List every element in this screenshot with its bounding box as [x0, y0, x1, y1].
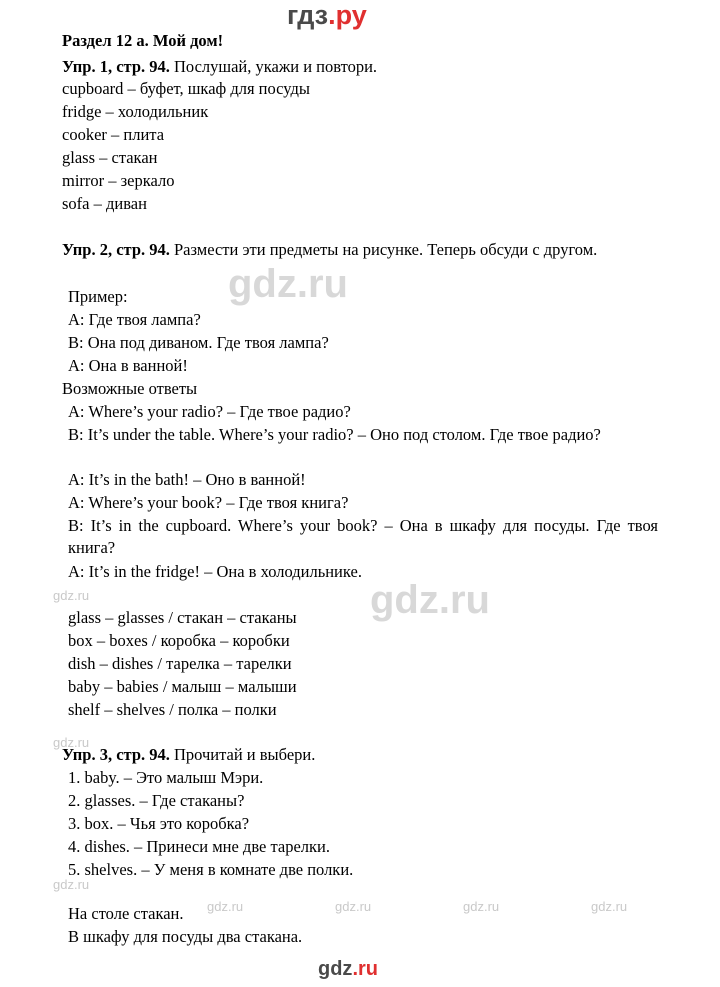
plural-item: baby – babies / малыш – малыши [68, 677, 297, 696]
tail-line: В шкафу для посуды два стакана. [68, 927, 303, 946]
exercise-1-header [62, 56, 652, 78]
exercise-3-label: Упр. 3, стр. 94. [62, 745, 170, 764]
exercise-3-item: 4. dishes. – Принеси мне две тарелки. [68, 837, 330, 856]
exercise-3-item: 5. shelves. – У меня в комнате две полки. [68, 860, 354, 879]
answer-text: B: It’s in the cupboard. Where’s your book? – Она в шкафу для посуды. Где твоя книга? [68, 516, 658, 557]
example-line: B: Она под диваном. Где твоя лампа? [68, 333, 329, 352]
heading-text: Раздел 12 a. Мой дом! [62, 31, 224, 50]
exercise-1-task: Послушай, укажи и повтори. [174, 57, 378, 76]
site-logo-bottom[interactable] [318, 958, 378, 981]
watermark: gdz.ru [370, 578, 490, 622]
logo-text: гдз [287, 0, 329, 30]
vocab-item: fridge – холодильник [62, 102, 209, 121]
watermark: gdz.ru [53, 588, 90, 603]
exercise-2-label: Упр. 2, стр. 94. [62, 240, 170, 259]
plural-item: box – boxes / коробка – коробки [68, 631, 290, 650]
watermark: gdz.ru [463, 899, 500, 914]
plural-item: shelf – shelves / полка – полки [68, 700, 277, 719]
exercise-1-label: Упр. 1, стр. 94. [62, 57, 170, 76]
vocab-item: cupboard – буфет, шкаф для посуды [62, 79, 310, 98]
exercise-3-header [62, 744, 652, 766]
watermark: gdz.ru [335, 899, 372, 914]
example-line: A: Где твоя лампа? [68, 310, 201, 329]
answer-line [62, 515, 658, 558]
plural-item: glass – glasses / стакан – стаканы [68, 608, 297, 627]
exercise-2-header [62, 239, 652, 261]
vocab-item: cooker – плита [62, 125, 165, 144]
answer-line: A: Where’s your book? – Где твоя книга? [68, 493, 349, 512]
watermark: gdz.ru [591, 899, 628, 914]
vocab-item: mirror – зеркало [62, 171, 175, 190]
logo-suffix: .ру [328, 0, 367, 30]
answer-line: A: Where’s your radio? – Где твое радио? [68, 402, 351, 421]
answer-line: A: It’s in the fridge! – Она в холодильнике. [68, 562, 362, 581]
watermark: gdz.ru [207, 899, 244, 914]
exercise-3-item: 2. glasses. – Где стаканы? [68, 791, 245, 810]
plural-item: dish – dishes / тарелка – тарелки [68, 654, 292, 673]
page-title [62, 30, 652, 52]
tail-line: На столе стакан. [68, 904, 184, 923]
logo-suffix: .ru [352, 958, 378, 980]
exercise-3-task: Прочитай и выбери. [174, 745, 316, 764]
watermark: gdz.ru [53, 877, 90, 892]
exercise-3-item: 3. box. – Чья это коробка? [68, 814, 250, 833]
watermark: gdz.ru [228, 262, 348, 306]
watermark: gdz.ru [53, 735, 90, 750]
answer-line: A: It’s in the bath! – Оно в ванной! [68, 470, 306, 489]
logo-text: gdz [318, 958, 353, 980]
example-line: A: Она в ванной! [68, 356, 188, 375]
answers-title: Возможные ответы [62, 379, 198, 398]
example-title: Пример: [68, 287, 128, 306]
vocab-item: glass – стакан [62, 148, 158, 167]
exercise-3-item: 1. baby. – Это малыш Мэри. [68, 768, 264, 787]
site-logo-top[interactable] [287, 0, 367, 31]
vocab-item: sofa – диван [62, 194, 147, 213]
exercise-2-task: Размести эти предметы на рисунке. Теперь обсуди с другом. [174, 240, 598, 259]
answer-text: B: It’s under the table. Where’s your radio? – Оно под столом. Где твое радио? [68, 425, 601, 444]
answer-line [62, 424, 658, 446]
